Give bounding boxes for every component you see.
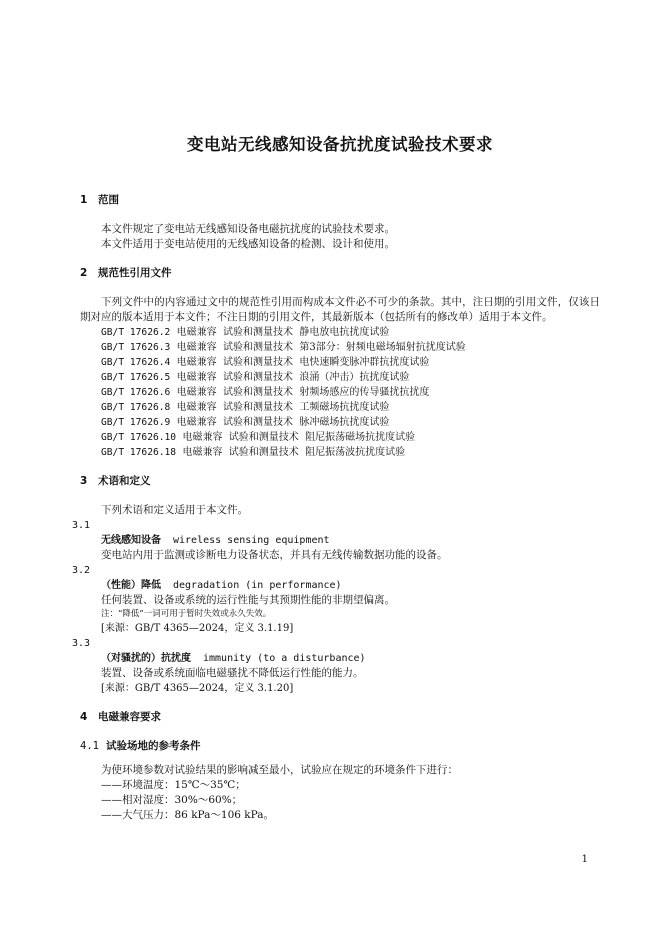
reference-item: GB/T 17626.8 电磁兼容 试验和测量技术 工频磁场抗扰度试验 (101, 402, 390, 413)
section-title: 范围 (98, 194, 119, 206)
section-2-heading (80, 266, 600, 281)
term-number: 3.3 (72, 638, 91, 649)
reference-item: GB/T 17626.3 电磁兼容 试验和测量技术 第3部分：射频电磁场辐射抗扰度试验 (101, 342, 466, 353)
term-number: 3.2 (72, 565, 91, 576)
section-number: 1 (80, 194, 88, 206)
list-item: ——环境温度：15℃～35℃； (101, 779, 246, 791)
reference-item: GB/T 17626.18 电磁兼容 试验和测量技术 阻尼振荡波抗扰度试验 (101, 447, 406, 458)
term-definition: 装置、设备或系统面临电磁骚扰不降低运行性能的能力。 (101, 667, 364, 679)
reference-item: GB/T 17626.5 电磁兼容 试验和测量技术 浪涌（冲击）抗扰度试验 (101, 372, 410, 383)
reference-item: GB/T 17626.6 电磁兼容 试验和测量技术 射频场感应的传导骚扰抗扰度 (101, 387, 430, 398)
paragraph: 下列文件中的内容通过文中的规范性引用而构成本文件必不可少的条款。其中，注日期的引用文件，仅该日期对应的版本适用于本文件；不注日期的引用文件，其最新版本（包括所有的修改单）适用于本文件。 (80, 296, 600, 323)
section-4-heading (80, 710, 600, 725)
term-source: [来源：GB/T 4365—2024，定义 3.1.20] (101, 683, 294, 694)
reference-list (80, 325, 600, 460)
term-name: （对骚扰的）抗扰度 immunity (to a disturbance) (101, 653, 366, 664)
section-number: 3 (80, 475, 88, 487)
document-title: 变电站无线感知设备抗扰度试验技术要求 (187, 135, 493, 154)
section-title: 术语和定义 (98, 475, 151, 487)
subsection-4-1-heading (80, 739, 600, 754)
reference-item: GB/T 17626.10 电磁兼容 试验和测量技术 阻尼振荡磁场抗扰度试验 (101, 432, 416, 443)
term-name: （性能）降低 degradation (in performance) (101, 580, 342, 591)
term-name: 无线感知设备 wireless sensing equipment (101, 535, 330, 546)
paragraph: 下列术语和定义适用于本文件。 (101, 504, 248, 516)
page-number: 1 (581, 854, 588, 865)
section-title: 电磁兼容要求 (98, 711, 161, 723)
term-note: 注：“降低”一词可用于暂时失效或永久失效。 (101, 609, 272, 619)
section-number: 2 (80, 267, 88, 279)
subsection-number: 4.1 (80, 740, 99, 752)
paragraph: 为使环境参数对试验结果的影响减至最小，试验应在规定的环境条件下进行： (101, 764, 458, 776)
paragraph: 本文件规定了变电站无线感知设备电磁抗扰度的试验技术要求。 (101, 223, 395, 235)
section-3-heading (80, 474, 600, 489)
paragraph: 本文件适用于变电站使用的无线感知设备的检测、设计和使用。 (101, 238, 395, 250)
subsection-title: 试验场地的参考条件 (106, 740, 201, 752)
reference-item: GB/T 17626.4 电磁兼容 试验和测量技术 电快速瞬变脉冲群抗扰度试验 (101, 357, 430, 368)
reference-item: GB/T 17626.9 电磁兼容 试验和测量技术 脉冲磁场抗扰度试验 (101, 417, 390, 428)
list-item: ——大气压力：86 kPa～106 kPa。 (101, 809, 275, 821)
term-definition: 变电站内用于监测或诊断电力设备状态，并具有无线传输数据功能的设备。 (101, 549, 448, 561)
section-number: 4 (80, 711, 88, 723)
reference-item: GB/T 17626.2 电磁兼容 试验和测量技术 静电放电抗扰度试验 (101, 327, 390, 338)
list-item: ——相对湿度：30%～60%； (101, 794, 243, 806)
term-source: [来源：GB/T 4365—2024，定义 3.1.19] (101, 623, 294, 634)
section-1-heading (80, 193, 600, 208)
term-number: 3.1 (72, 520, 91, 531)
term-definition: 任何装置、设备或系统的运行性能与其预期性能的非期望偏离。 (101, 594, 395, 606)
section-title: 规范性引用文件 (98, 267, 172, 279)
